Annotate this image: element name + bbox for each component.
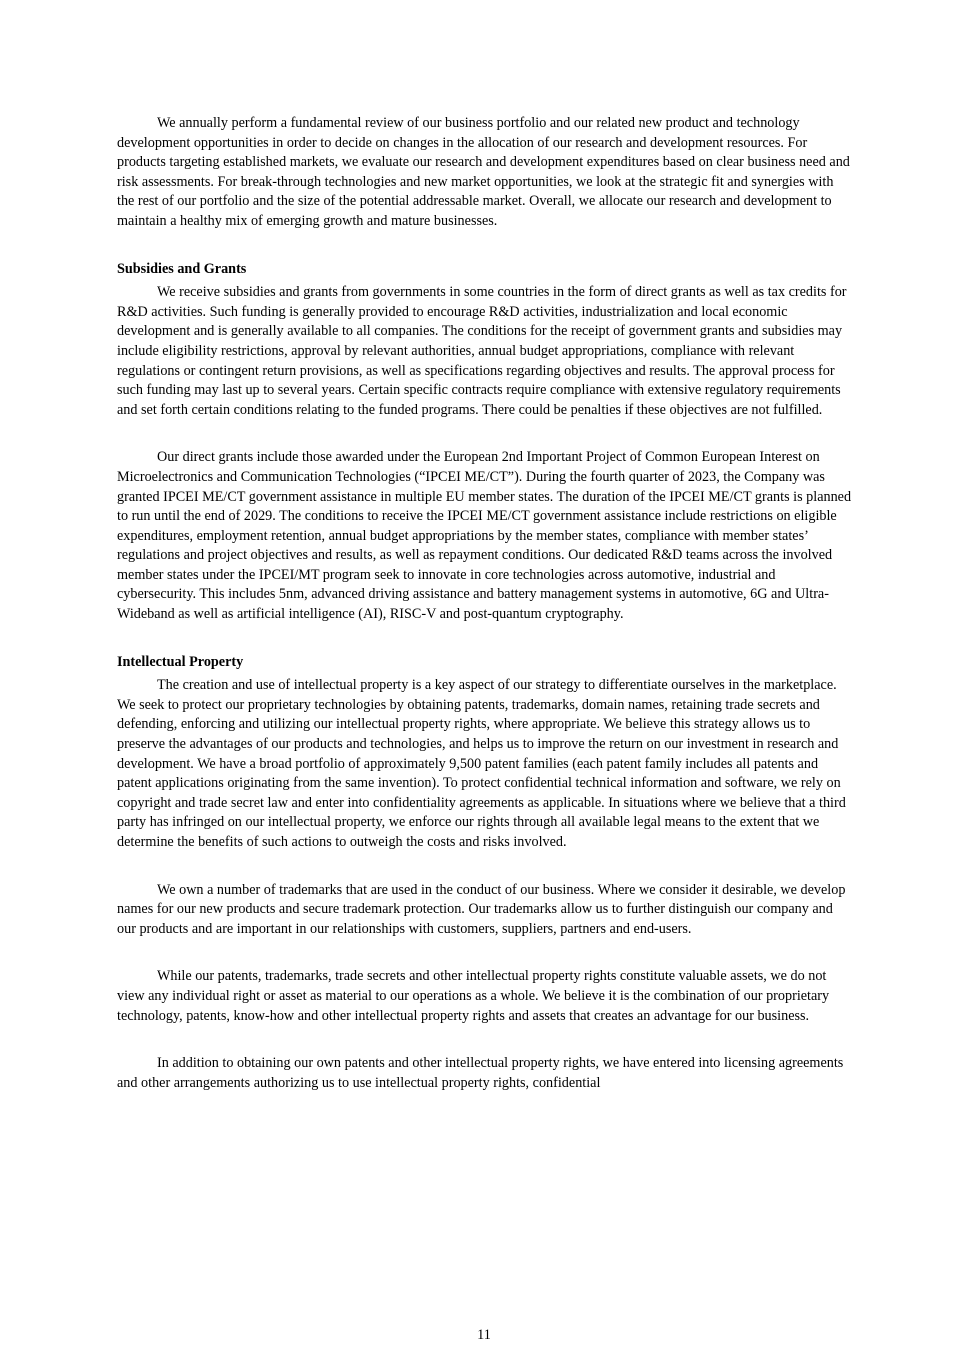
document-page (117, 114, 853, 1093)
ip-paragraph-2: We own a number of trademarks that are used in the conduct of our business. Where we consider it desirable, we develop names for our new products and secure trademark protection. Our trademarks allow us to further distinguish our company and our products and are important in our relationships with customers, suppliers, partners and end-users. (117, 881, 846, 937)
ip-paragraph-4: In addition to obtaining our own patents and other intellectual property rights, we have entered into licensing agreements and other arrangements authorizing us to use intellectual property rights, confidential (117, 1055, 844, 1091)
page-number: 11 (477, 1327, 491, 1343)
section-heading-subsidies-grants: Subsidies and Grants (117, 260, 247, 277)
ip-paragraph-1: The creation and use of intellectual property is a key aspect of our strategy to differentiate ourselves in the marketplace. We seek to protect our proprietary technologies by obtaining patents, trademarks, domain names, retaining trade secrets and defending, enforcing and utilizing our intellectual property rights, where appropriate. We believe this strategy allows us to preserve the advantages of our products and technologies, and helps us to improve the return on our investment in research and development. We have a broad portfolio of approximately 9,500 patent families (each patent family includes all patents and patent applications originating from the same invention). To protect confidential technical information and software, we rely on copyright and trade secret law and enter into confidentiality agreements as applicable. In situations where we believe that a third party has infringed on our intellectual property, we enforce our rights through all available legal means to the extent that we determine the benefits of such actions to outweigh the costs and risks involved. (117, 677, 846, 850)
ip-paragraph-3: While our patents, trademarks, trade secrets and other intellectual property rights constitute valuable assets, we do not view any individual right or asset as material to our operations as a whole. We believe it is the combination of our proprietary technology, patents, know-how and other intellectual property rights and assets that creates an advantage for our business. (117, 968, 830, 1024)
subsidies-paragraph-2: Our direct grants include those awarded under the European 2nd Important Project of Common European Interest on Microelectronics and Communication Technologies (“IPCEI ME/CT”). During the fourth quarter of 2023, the Company was granted IPCEI ME/CT government assistance in multiple EU member states. The duration of the IPCEI ME/CT grants is planned to run until the end of 2029. The conditions to receive the IPCEI ME/CT government assistance include restrictions on eligible expenditures, employment retention, annual budget appropriations by the member states, compliance with member states’ regulations and project objectives and results, as well as repayment conditions. Our dedicated R&D teams across the involved member states under the IPCEI/MT program seek to innovate in core technologies across automotive, industrial and cybersecurity. This includes 5nm, advanced driving assistance and battery management systems in automotive, 6G and Ultra-Wideband as well as artificial intelligence (AI), RISC-V and post-quantum cryptography. (117, 449, 852, 623)
intro-paragraph: We annually perform a fundamental review of our business portfolio and our related new product and technology development opportunities in order to decide on changes in the allocation of our research and development resources. For products targeting established markets, we evaluate our research and development expenditures based on clear business need and risk assessments. For break-through technologies and new market opportunities, we look at the strategic fit and synergies with the rest of our portfolio and the size of the potential addressable market. Overall, we allocate our research and development to maintain a healthy mix of emerging growth and mature businesses. (117, 115, 850, 229)
section-heading-intellectual-property: Intellectual Property (117, 653, 244, 670)
subsidies-paragraph-1: We receive subsidies and grants from governments in some countries in the form of direct grants as well as tax credits for R&D activities. Such funding is generally provided to encourage R&D activities, industrialization and local economic development and is generally available to all companies. The conditions for the receipt of government grants and subsidies may include eligibility restrictions, approval by relevant authorities, annual budget appropriations, compliance with relevant regulations or contingent return provisions, as well as specifications regarding objectives and results. The approval process for such funding may last up to several years. Certain specific contracts require compliance with extensive regulatory requirements and set forth certain conditions relating to the funded programs. There could be penalties if these objectives are not fulfilled. (117, 284, 847, 418)
